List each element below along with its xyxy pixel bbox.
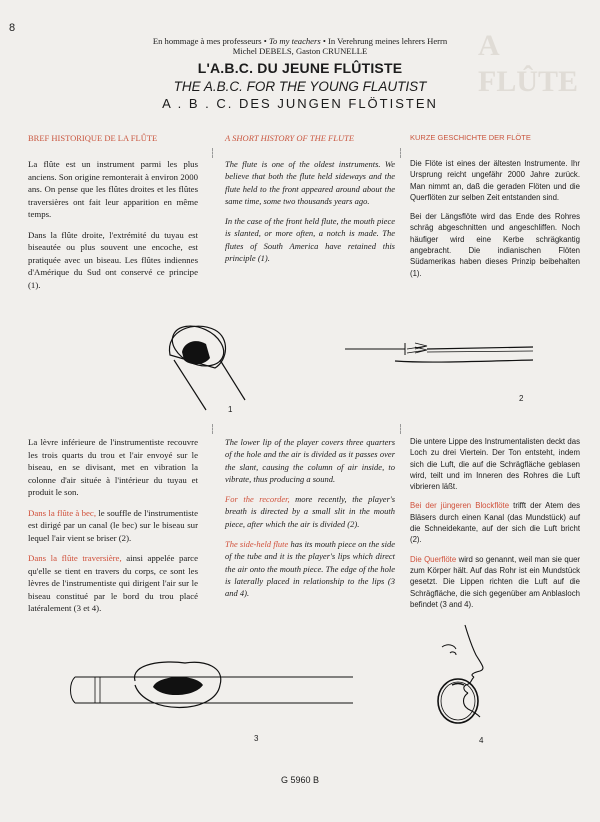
- column-separator: [212, 148, 213, 158]
- embouchure-en: The lower lip of the player covers three quarters of the hole and the air is divided as it passes over the slant, causing the column of air inside, to vibrate, thus producing a sound. For the recorder, more recently, the player's breath is directed by a small slit in the mouth piece, after which the air is divided (2). The side-held flute has its mouth piece on the side of the tube and it is the player's lips which direct the air onto the mouth piece. The edge of the hole is laterally placed in relationship to the lips (3 and 4).: [225, 437, 395, 599]
- title-en: THE A.B.C. FOR THE YOUNG FLAUTIST: [173, 79, 427, 94]
- figure-4-player-profile: [410, 625, 530, 745]
- column-separator: [400, 148, 401, 158]
- figure-4-label: 4: [479, 736, 484, 745]
- page-number: 8: [9, 22, 16, 34]
- dedication: En hommage à mes professeurs • To my teachers • In Verehrung meines lehrers Herrn Michel DEBELS, Gaston CRUNELLE: [0, 36, 600, 56]
- history-fr: La flûte est un instrument parmi les plus anciens. Son origine remonterait à environ 2000 ans. On pense que les flûtes droites et les flûtes traversières ont fait leur apparition en même temps. Dans la flûte droite, l'extrémité du tuyau est biseautée ou plus souvent une encoche, est pratiquée avec un biseau. Les flûtes indiennes d'Amérique du Sud ont conservé ce principe (1).: [28, 159, 198, 290]
- footer-code: G 5960 B: [280, 775, 320, 785]
- figure-2-label: 2: [519, 394, 524, 403]
- column-separator: [400, 424, 401, 434]
- embouchure-de: Die untere Lippe des Instrumentalisten deckt das Loch zu drei Viertein. Der Ton entsteht, indem sich die Luft, die auf die Schrägfläche geblasen wird, teilt und im Inneren des Rohres die Luft vibrieren läßt. Bei der jüngeren Blockflöte trifft der Atem des Bläsers durch einen Kanal (das Mundstück) auf die Schneidekante, auf der sich die Luft bricht (2). Die Querflöte wird so genannt, weil man sie quer zum Körper hält. Auf das Rohr ist ein Mundstück gesetzt. Die Lippen richten die Luft auf die Schrägfläche, die sich gegenüber am Anblasloch befindet (3 and 4).: [410, 437, 581, 609]
- heading-de: KURZE GESCHICHTE DER FLÖTE: [410, 133, 531, 142]
- dedication-names: Michel DEBELS, Gaston CRUNELLE: [232, 46, 368, 56]
- history-en: The flute is one of the oldest instruments. We believe that both the flute held sideways and the flute held to the front appeared around about the same time, some two thousands years ago. In the case of the front held flute, the mouth piece is slanted, or more often, a notch is made. The flutes of South America have retained this principle (1).: [225, 159, 395, 264]
- column-separator: [212, 424, 213, 434]
- title-fr: L'A.B.C. DU JEUNE FLÛTISTE: [197, 60, 403, 76]
- dedication-en: To my teachers: [268, 36, 321, 46]
- figure-3-label: 3: [254, 734, 259, 743]
- heading-fr: BREF HISTORIQUE DE LA FLÛTE: [28, 133, 158, 143]
- figure-1-notched-flute: [160, 310, 270, 410]
- figure-3-transverse-embouchure: [75, 655, 355, 735]
- ghost-bleed-text: A FLÛTE: [478, 29, 579, 98]
- title-de: A . B . C. DES JUNGEN FLÖTISTEN: [162, 96, 438, 111]
- dedication-fr: En hommage à mes professeurs: [152, 36, 262, 46]
- figure-1-label: 1: [228, 405, 233, 414]
- heading-en: A SHORT HISTORY OF THE FLUTE: [225, 133, 355, 143]
- embouchure-fr: La lèvre inférieure de l'instrumentiste recouvre les trois quarts du trou et l'air envoyé sur le biseau, en se divisant, met en vibration la colonne d'air située à l'intérieur du tuyau et produit le son. Dans la flûte à bec, le souffle de l'instrumentiste est dirigé par un canal (le bec) sur le biseau sur lequel l'air vient se briser (2). Dans la flûte traversière, ainsi appelée parce qu'elle se tient en travers du corps, ce sont les lèvres de l'instrumentiste qui dirigent l'air sur le biseau constitué par le bord du trou placé latéralement (3 et 4).: [28, 437, 198, 613]
- dedication-de: In Verehrung meines lehrers Herrn: [328, 36, 448, 46]
- figure-2-recorder-section: [345, 335, 535, 375]
- history-de: Die Flöte ist eines der ältesten Instrumente. Ihr Ursprung reicht ungefähr 2000 Jahre zurück. Man nimmt an, daß die geraden Flöten und die Querflöten zur selben Zeit entstanden sind. Bei der Längsflöte wird das Ende des Rohres schräg abgeschnitten und angeschliffen. Noch häufiger wird eine Kerbe schrägkantig angebracht. Die indianischen Flöten Südamerikas haben dieses Prinzip beibehalten (1).: [410, 159, 580, 278]
